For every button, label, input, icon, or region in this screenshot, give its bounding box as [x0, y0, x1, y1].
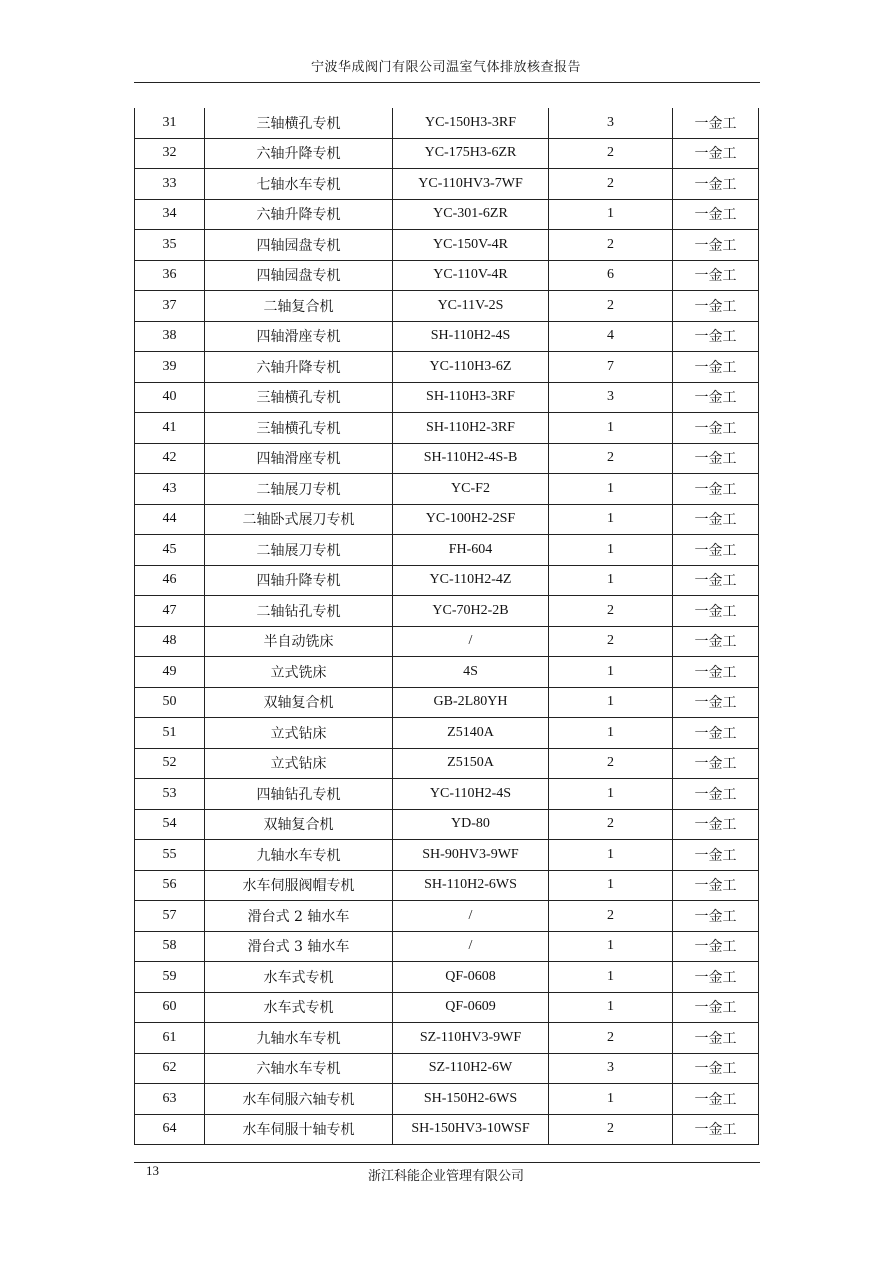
equipment-name-cell: 四轴钻孔专机 — [205, 779, 393, 810]
quantity-cell: 1 — [549, 718, 673, 749]
equipment-name-cell: 水车式专机 — [205, 992, 393, 1023]
table-row — [135, 962, 759, 993]
row-number-cell: 32 — [135, 138, 205, 169]
equipment-name-cell: 三轴横孔专机 — [205, 108, 393, 138]
department-cell: 一金工 — [673, 138, 759, 169]
row-number-cell: 33 — [135, 169, 205, 200]
equipment-name-cell: 二轴展刀专机 — [205, 474, 393, 505]
equipment-name-cell: 六轴水车专机 — [205, 1053, 393, 1084]
row-number-cell: 63 — [135, 1084, 205, 1115]
quantity-cell: 2 — [549, 809, 673, 840]
model-cell: / — [393, 931, 549, 962]
model-cell: YC-301-6ZR — [393, 199, 549, 230]
table-row — [135, 626, 759, 657]
equipment-name-cell: 四轴园盘专机 — [205, 260, 393, 291]
table-row — [135, 718, 759, 749]
quantity-cell: 2 — [549, 291, 673, 322]
quantity-cell: 2 — [549, 748, 673, 779]
row-number-cell: 44 — [135, 504, 205, 535]
table-row — [135, 382, 759, 413]
row-number-cell: 42 — [135, 443, 205, 474]
table-row — [135, 840, 759, 871]
model-cell: YC-F2 — [393, 474, 549, 505]
table-row — [135, 1084, 759, 1115]
table-row — [135, 199, 759, 230]
model-cell: FH-604 — [393, 535, 549, 566]
equipment-name-cell: 三轴横孔专机 — [205, 382, 393, 413]
quantity-cell: 1 — [549, 199, 673, 230]
department-cell: 一金工 — [673, 992, 759, 1023]
equipment-name-cell: 滑台式 3 轴水车 — [205, 931, 393, 962]
row-number-cell: 50 — [135, 687, 205, 718]
model-cell: SZ-110H2-6W — [393, 1053, 549, 1084]
row-number-cell: 35 — [135, 230, 205, 261]
row-number-cell: 51 — [135, 718, 205, 749]
equipment-name-cell: 双轴复合机 — [205, 809, 393, 840]
quantity-cell: 3 — [549, 382, 673, 413]
model-cell: / — [393, 626, 549, 657]
model-cell: GB-2L80YH — [393, 687, 549, 718]
model-cell: QF-0608 — [393, 962, 549, 993]
table-row — [135, 809, 759, 840]
row-number-cell: 47 — [135, 596, 205, 627]
row-number-cell: 64 — [135, 1114, 205, 1145]
model-cell: YC-100H2-2SF — [393, 504, 549, 535]
model-cell: YC-11V-2S — [393, 291, 549, 322]
equipment-name-cell: 水车式专机 — [205, 962, 393, 993]
table-row — [135, 1053, 759, 1084]
model-cell: Z5150A — [393, 748, 549, 779]
department-cell: 一金工 — [673, 382, 759, 413]
equipment-name-cell: 立式铣床 — [205, 657, 393, 688]
model-cell: YC-150H3-3RF — [393, 108, 549, 138]
model-cell: SH-110H2-6WS — [393, 870, 549, 901]
table-row — [135, 413, 759, 444]
equipment-name-cell: 立式钻床 — [205, 748, 393, 779]
department-cell: 一金工 — [673, 1114, 759, 1145]
equipment-name-cell: 二轴卧式展刀专机 — [205, 504, 393, 535]
table-row — [135, 687, 759, 718]
row-number-cell: 36 — [135, 260, 205, 291]
department-cell: 一金工 — [673, 870, 759, 901]
department-cell: 一金工 — [673, 1084, 759, 1115]
footer-company-name: 浙江科能企业管理有限公司 — [367, 1169, 524, 1184]
department-cell: 一金工 — [673, 901, 759, 932]
quantity-cell: 2 — [549, 1114, 673, 1145]
quantity-cell: 1 — [549, 931, 673, 962]
row-number-cell: 39 — [135, 352, 205, 383]
model-cell: SZ-110HV3-9WF — [393, 1023, 549, 1054]
quantity-cell: 1 — [549, 687, 673, 718]
equipment-name-cell: 四轴滑座专机 — [205, 321, 393, 352]
model-cell: SH-90HV3-9WF — [393, 840, 549, 871]
quantity-cell: 1 — [549, 565, 673, 596]
department-cell: 一金工 — [673, 931, 759, 962]
row-number-cell: 52 — [135, 748, 205, 779]
equipment-name-cell: 二轴钻孔专机 — [205, 596, 393, 627]
quantity-cell: 1 — [549, 657, 673, 688]
department-cell: 一金工 — [673, 626, 759, 657]
quantity-cell: 2 — [549, 169, 673, 200]
quantity-cell: 2 — [549, 230, 673, 261]
quantity-cell: 1 — [549, 992, 673, 1023]
department-cell: 一金工 — [673, 474, 759, 505]
footer-divider — [134, 1162, 760, 1163]
department-cell: 一金工 — [673, 840, 759, 871]
department-cell: 一金工 — [673, 291, 759, 322]
department-cell: 一金工 — [673, 230, 759, 261]
department-cell: 一金工 — [673, 108, 759, 138]
table-row — [135, 870, 759, 901]
table-row — [135, 443, 759, 474]
quantity-cell: 1 — [549, 779, 673, 810]
department-cell: 一金工 — [673, 260, 759, 291]
model-cell: YC-110H2-4Z — [393, 565, 549, 596]
quantity-cell: 3 — [549, 108, 673, 138]
equipment-name-cell: 四轴园盘专机 — [205, 230, 393, 261]
department-cell: 一金工 — [673, 565, 759, 596]
row-number-cell: 45 — [135, 535, 205, 566]
department-cell: 一金工 — [673, 809, 759, 840]
department-cell: 一金工 — [673, 779, 759, 810]
table-row — [135, 931, 759, 962]
table-row — [135, 657, 759, 688]
report-header-title: 宁波华成阀门有限公司温室气体排放核查报告 — [310, 60, 581, 75]
table-row — [135, 779, 759, 810]
model-cell: YC-110HV3-7WF — [393, 169, 549, 200]
department-cell: 一金工 — [673, 413, 759, 444]
row-number-cell: 59 — [135, 962, 205, 993]
model-cell: YC-150V-4R — [393, 230, 549, 261]
department-cell: 一金工 — [673, 1053, 759, 1084]
model-cell: SH-110H2-4S — [393, 321, 549, 352]
quantity-cell: 2 — [549, 626, 673, 657]
quantity-cell: 4 — [549, 321, 673, 352]
department-cell: 一金工 — [673, 596, 759, 627]
equipment-name-cell: 九轴水车专机 — [205, 840, 393, 871]
equipment-name-cell: 双轴复合机 — [205, 687, 393, 718]
department-cell: 一金工 — [673, 718, 759, 749]
row-number-cell: 56 — [135, 870, 205, 901]
equipment-name-cell: 二轴展刀专机 — [205, 535, 393, 566]
table-row — [135, 291, 759, 322]
row-number-cell: 57 — [135, 901, 205, 932]
equipment-name-cell: 六轴升降专机 — [205, 138, 393, 169]
row-number-cell: 41 — [135, 413, 205, 444]
table-row — [135, 169, 759, 200]
department-cell: 一金工 — [673, 962, 759, 993]
row-number-cell: 62 — [135, 1053, 205, 1084]
equipment-name-cell: 六轴升降专机 — [205, 199, 393, 230]
row-number-cell: 46 — [135, 565, 205, 596]
department-cell: 一金工 — [673, 199, 759, 230]
row-number-cell: 49 — [135, 657, 205, 688]
row-number-cell: 61 — [135, 1023, 205, 1054]
quantity-cell: 2 — [549, 596, 673, 627]
header-divider — [134, 82, 760, 83]
department-cell: 一金工 — [673, 352, 759, 383]
row-number-cell: 38 — [135, 321, 205, 352]
row-number-cell: 60 — [135, 992, 205, 1023]
model-cell: YC-70H2-2B — [393, 596, 549, 627]
model-cell: / — [393, 901, 549, 932]
table-row — [135, 596, 759, 627]
quantity-cell: 1 — [549, 535, 673, 566]
quantity-cell: 3 — [549, 1053, 673, 1084]
table-row — [135, 1114, 759, 1145]
row-number-cell: 34 — [135, 199, 205, 230]
row-number-cell: 37 — [135, 291, 205, 322]
equipment-name-cell: 四轴滑座专机 — [205, 443, 393, 474]
department-cell: 一金工 — [673, 169, 759, 200]
equipment-name-cell: 六轴升降专机 — [205, 352, 393, 383]
department-cell: 一金工 — [673, 687, 759, 718]
model-cell: SH-110H2-4S-B — [393, 443, 549, 474]
equipment-name-cell: 二轴复合机 — [205, 291, 393, 322]
department-cell: 一金工 — [673, 1023, 759, 1054]
model-cell: YC-110H3-6Z — [393, 352, 549, 383]
equipment-name-cell: 滑台式 2 轴水车 — [205, 901, 393, 932]
table-row — [135, 901, 759, 932]
department-cell: 一金工 — [673, 535, 759, 566]
equipment-name-cell: 水车伺服阀帽专机 — [205, 870, 393, 901]
quantity-cell: 2 — [549, 1023, 673, 1054]
model-cell: SH-150HV3-10WSF — [393, 1114, 549, 1145]
department-cell: 一金工 — [673, 321, 759, 352]
equipment-table — [134, 108, 759, 1145]
row-number-cell: 40 — [135, 382, 205, 413]
table-row — [135, 992, 759, 1023]
quantity-cell: 1 — [549, 962, 673, 993]
equipment-name-cell: 半自动铣床 — [205, 626, 393, 657]
table-row — [135, 504, 759, 535]
page-number: 13 — [146, 1163, 159, 1178]
model-cell: YC-175H3-6ZR — [393, 138, 549, 169]
quantity-cell: 1 — [549, 474, 673, 505]
department-cell: 一金工 — [673, 657, 759, 688]
table-row — [135, 748, 759, 779]
table-row — [135, 474, 759, 505]
equipment-name-cell: 七轴水车专机 — [205, 169, 393, 200]
quantity-cell: 2 — [549, 138, 673, 169]
row-number-cell: 54 — [135, 809, 205, 840]
row-number-cell: 43 — [135, 474, 205, 505]
department-cell: 一金工 — [673, 504, 759, 535]
model-cell: 4S — [393, 657, 549, 688]
row-number-cell: 55 — [135, 840, 205, 871]
table-row — [135, 1023, 759, 1054]
department-cell: 一金工 — [673, 748, 759, 779]
table-row — [135, 535, 759, 566]
model-cell: QF-0609 — [393, 992, 549, 1023]
equipment-name-cell: 四轴升降专机 — [205, 565, 393, 596]
equipment-name-cell: 水车伺服六轴专机 — [205, 1084, 393, 1115]
model-cell: Z5140A — [393, 718, 549, 749]
table-row — [135, 565, 759, 596]
model-cell: YC-110V-4R — [393, 260, 549, 291]
quantity-cell: 1 — [549, 1084, 673, 1115]
quantity-cell: 1 — [549, 504, 673, 535]
table-row — [135, 230, 759, 261]
row-number-cell: 48 — [135, 626, 205, 657]
equipment-name-cell: 九轴水车专机 — [205, 1023, 393, 1054]
table-row — [135, 260, 759, 291]
equipment-name-cell: 立式钻床 — [205, 718, 393, 749]
equipment-name-cell: 水车伺服十轴专机 — [205, 1114, 393, 1145]
row-number-cell: 58 — [135, 931, 205, 962]
quantity-cell: 7 — [549, 352, 673, 383]
quantity-cell: 2 — [549, 443, 673, 474]
table-row — [135, 321, 759, 352]
model-cell: YC-110H2-4S — [393, 779, 549, 810]
quantity-cell: 1 — [549, 840, 673, 871]
table-row — [135, 108, 759, 138]
model-cell: YD-80 — [393, 809, 549, 840]
quantity-cell: 1 — [549, 413, 673, 444]
model-cell: SH-110H3-3RF — [393, 382, 549, 413]
table-row — [135, 352, 759, 383]
quantity-cell: 2 — [549, 901, 673, 932]
model-cell: SH-110H2-3RF — [393, 413, 549, 444]
table-row — [135, 138, 759, 169]
row-number-cell: 31 — [135, 108, 205, 138]
model-cell: SH-150H2-6WS — [393, 1084, 549, 1115]
row-number-cell: 53 — [135, 779, 205, 810]
equipment-name-cell: 三轴横孔专机 — [205, 413, 393, 444]
equipment-table-body — [135, 108, 759, 1145]
quantity-cell: 1 — [549, 870, 673, 901]
quantity-cell: 6 — [549, 260, 673, 291]
department-cell: 一金工 — [673, 443, 759, 474]
